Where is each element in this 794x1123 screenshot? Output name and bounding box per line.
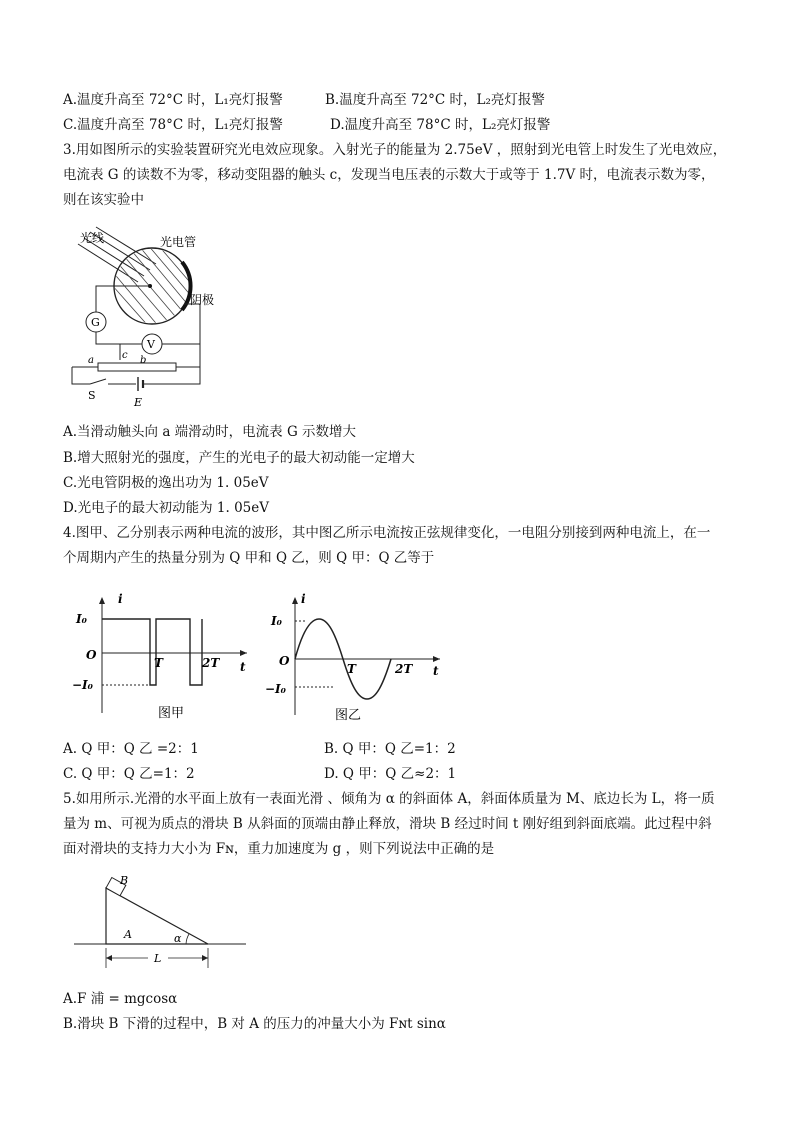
q4-stem-line-1: 4.图甲、乙分别表示两种电流的波形，其中图乙所示电流按正弦规律变化，一电阻分别接到两种电流上，在一 [63, 525, 711, 541]
q4-left-T: T [154, 656, 163, 670]
q3-option-a: A.当滑动触头向 a 端滑动时，电流表 G 示数增大 [63, 424, 357, 440]
q4-left-minus-i0: −I₀ [72, 678, 93, 692]
q4-left-caption: 图甲 [158, 706, 185, 721]
q5-option-b: B.滑块 B 下滑的过程中，B 对 A 的压力的冲量大小为 Fɴt sinα [63, 1016, 446, 1032]
q4-right-2T: 2T [395, 662, 413, 676]
q4-right-origin: O [279, 654, 290, 668]
q5-stem-line-3: 面对滑块的支持力大小为 Fɴ，重力加速度为 g ，则下列说法中正确的是 [63, 841, 495, 857]
q4-left-i0: I₀ [76, 612, 87, 626]
q5-stem-line-1: 5.如用所示.光滑的水平面上放有一表面光滑 、倾角为 α 的斜面体 A，斜面体质量为 M、底边长为 L，将一质 [63, 791, 715, 807]
q4-square-wave-figure [72, 593, 252, 723]
base-length-label: L [154, 952, 162, 965]
q3-stem-line-3: 则在该实验中 [63, 192, 144, 208]
q4-left-t-axis: t [240, 660, 246, 674]
q3-photoelectric-circuit-figure [60, 224, 230, 414]
switch-label: S [88, 389, 96, 402]
q3-stem-line-2: 电流表 G 的读数不为零，移动变阻器的触头 c，发现当电压表的示数大于或等于 1.7V 时，电流表示数为零， [63, 167, 715, 183]
q4-right-t-axis: t [433, 664, 439, 678]
q4-left-2T: 2T [202, 656, 220, 670]
tube-label: 光电管 [160, 235, 197, 249]
terminal-a-label: a [88, 355, 94, 366]
q2-option-d: D.温度升高至 78°C 时，L₂亮灯报警 [330, 117, 551, 133]
q5-incline-figure [70, 870, 250, 975]
block-b-label: B [120, 874, 129, 887]
galvanometer-label: G [91, 316, 100, 329]
q4-right-caption: 图乙 [335, 708, 362, 723]
q4-stem-line-2: 个周期内产生的热量分别为 Q 甲和 Q 乙，则 Q 甲：Q 乙等于 [63, 550, 435, 566]
q5-stem-line-2: 量为 m、可视为质点的滑块 B 从斜面的顶端由静止释放，滑块 B 经过时间 t 刚好组到斜面底端。此过程中斜 [63, 816, 712, 832]
angle-alpha-label: α [174, 932, 182, 945]
q4-left-i-axis: i [118, 593, 123, 606]
q3-option-d: D.光电子的最大初动能为 1. 05eV [63, 500, 270, 516]
q2-option-a: A.温度升高至 72°C 时，L₁亮灯报警 [63, 92, 283, 108]
cathode-label: 阴极 [190, 293, 215, 307]
q4-right-minus-i0: −I₀ [265, 682, 286, 696]
q4-left-origin: O [86, 648, 97, 662]
slider-c-label: c [122, 350, 128, 361]
q4-option-d: D. Q 甲：Q 乙≈2：1 [324, 766, 457, 782]
light-label: 光线 [80, 231, 105, 245]
q4-sine-wave-figure [265, 593, 445, 723]
battery-label: E [134, 396, 143, 409]
q2-option-b: B.温度升高至 72°C 时，L₂亮灯报警 [325, 92, 545, 108]
q5-option-a: A.F 浦 = mgcosα [63, 991, 178, 1007]
q3-option-b: B.增大照射光的强度，产生的光电子的最大初动能一定增大 [63, 450, 415, 466]
q2-option-c: C.温度升高至 78°C 时，L₁亮灯报警 [63, 117, 283, 133]
q3-option-c: C.光电管阴极的逸出功为 1. 05eV [63, 475, 269, 491]
q4-option-b: B. Q 甲：Q 乙=1：2 [324, 741, 456, 757]
wedge-a-label: A [124, 928, 132, 941]
q4-right-i-axis: i [301, 593, 306, 606]
q4-right-i0: I₀ [271, 614, 282, 628]
q3-stem-line-1: 3.用如图所示的实验装置研究光电效应现象。入射光子的能量为 2.75eV ，照射到光电管上时发生了光电效应， [63, 142, 727, 158]
voltmeter-label: V [147, 338, 155, 351]
q4-option-c: C. Q 甲：Q 乙=1：2 [63, 766, 195, 782]
terminal-b-label: b [140, 355, 147, 366]
q4-option-a: A. Q 甲：Q 乙 =2：1 [63, 741, 199, 757]
q4-right-T: T [347, 662, 356, 676]
